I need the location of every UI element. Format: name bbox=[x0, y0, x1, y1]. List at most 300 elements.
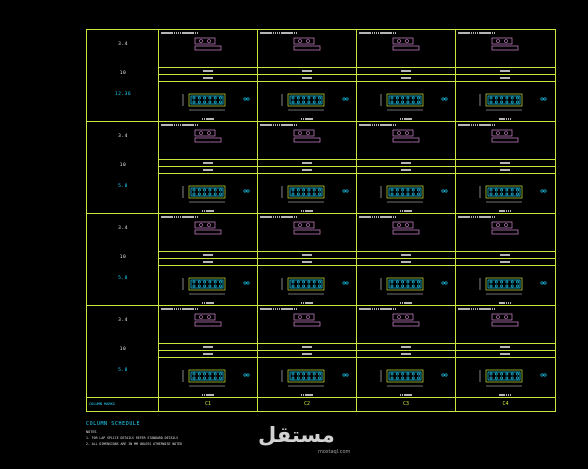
column-mark: C3 bbox=[402, 401, 410, 407]
cad-note-text bbox=[401, 253, 411, 257]
schedule-cell bbox=[159, 30, 258, 121]
rebar-dot bbox=[214, 377, 216, 379]
rebar-dot bbox=[396, 373, 398, 375]
column-mark-cell bbox=[159, 398, 258, 411]
rebar-dot bbox=[308, 101, 310, 103]
rebar-dot bbox=[516, 281, 518, 283]
section-sketch bbox=[159, 214, 258, 250]
cad-note-text bbox=[401, 69, 411, 73]
section-sketch bbox=[258, 214, 357, 250]
section-sketch bbox=[456, 214, 555, 250]
tie-outline bbox=[492, 38, 512, 44]
column-mark: C4 bbox=[502, 401, 509, 407]
rebar-dot bbox=[303, 189, 305, 191]
stirrup bbox=[389, 188, 421, 196]
cad-note-text bbox=[203, 260, 213, 264]
column-cross-section bbox=[357, 266, 455, 306]
rebar-row bbox=[357, 68, 455, 75]
cad-note-text bbox=[203, 352, 213, 356]
rebar-dot bbox=[193, 97, 195, 99]
level-value: 3.4 bbox=[118, 134, 128, 139]
rebar-dot bbox=[313, 377, 315, 379]
rebar-dot bbox=[506, 377, 508, 379]
tie-row bbox=[357, 75, 455, 82]
rebar-dot bbox=[495, 97, 497, 99]
rebar-dot bbox=[313, 189, 315, 191]
rebar-dot bbox=[292, 97, 294, 99]
stirrup bbox=[389, 280, 421, 288]
rebar-dot bbox=[297, 285, 299, 287]
beam-outline bbox=[492, 138, 518, 142]
section-caption bbox=[357, 301, 455, 305]
rebar-dot bbox=[214, 101, 216, 103]
legend-dot bbox=[343, 190, 345, 192]
rebar-dot bbox=[501, 377, 503, 379]
level-value: 12.36 bbox=[114, 92, 132, 97]
rebar-dot bbox=[318, 373, 320, 375]
reinforcement-rows bbox=[357, 68, 455, 82]
rebar-dot bbox=[490, 281, 492, 283]
bar-circle bbox=[307, 316, 310, 319]
rebar-dot bbox=[318, 189, 320, 191]
beam-outline bbox=[393, 46, 419, 50]
stirrup bbox=[488, 280, 520, 288]
bar-circle bbox=[299, 316, 302, 319]
rebar-row bbox=[456, 344, 555, 351]
rebar-dot bbox=[402, 189, 404, 191]
rebar-dot bbox=[292, 281, 294, 283]
legend-dot bbox=[442, 374, 444, 376]
tie-outline bbox=[294, 130, 314, 136]
column-marks-row bbox=[87, 398, 555, 411]
rebar-dot bbox=[391, 281, 393, 283]
rebar-dot bbox=[501, 193, 503, 195]
rebar-dot bbox=[516, 193, 518, 195]
stirrup bbox=[290, 280, 322, 288]
column-cross-section bbox=[258, 358, 356, 398]
tie-outline bbox=[393, 314, 413, 320]
beam-outline bbox=[294, 230, 320, 234]
rebar-row bbox=[258, 252, 356, 259]
rebar-dot bbox=[490, 193, 492, 195]
column-cross-section bbox=[456, 82, 555, 122]
bar-circle bbox=[505, 40, 508, 43]
section-detail bbox=[357, 30, 455, 68]
rebar-dot bbox=[193, 285, 195, 287]
rebar-dot bbox=[516, 373, 518, 375]
reinforcement-rows bbox=[159, 344, 257, 358]
rebar-dot bbox=[511, 373, 513, 375]
tie-row bbox=[456, 167, 555, 174]
rebar-dot bbox=[407, 285, 409, 287]
rebar-dot bbox=[219, 373, 221, 375]
rebar-dot bbox=[297, 281, 299, 283]
rebar-dot bbox=[391, 101, 393, 103]
legend-dot bbox=[445, 190, 447, 192]
bar-circle bbox=[406, 316, 409, 319]
rebar-dot bbox=[396, 101, 398, 103]
section-detail bbox=[258, 306, 356, 344]
reinforcement-rows bbox=[456, 252, 555, 266]
rebar-dot bbox=[303, 281, 305, 283]
tie-row bbox=[159, 167, 257, 174]
beam-outline bbox=[393, 230, 419, 234]
stirrup bbox=[191, 188, 223, 196]
section-caption bbox=[159, 301, 257, 305]
schedule-cell bbox=[159, 306, 258, 397]
schedule-cell bbox=[357, 214, 456, 305]
bar-circle bbox=[497, 40, 500, 43]
rebar-dot bbox=[204, 377, 206, 379]
rebar-dot bbox=[204, 373, 206, 375]
rebar-dot bbox=[506, 101, 508, 103]
rebar-dot bbox=[412, 101, 414, 103]
bar-circle bbox=[208, 316, 211, 319]
reinforcement-rows bbox=[159, 68, 257, 82]
cross-section-drawing bbox=[159, 266, 258, 306]
legend-dot bbox=[247, 374, 249, 376]
rebar-dot bbox=[396, 189, 398, 191]
stirrup bbox=[290, 372, 322, 380]
rebar-dot bbox=[506, 281, 508, 283]
section-caption bbox=[159, 117, 257, 121]
bar-circle bbox=[307, 224, 310, 227]
rebar-dot bbox=[308, 281, 310, 283]
level-value: 5.8 bbox=[118, 368, 128, 373]
bar-circle bbox=[208, 40, 211, 43]
column-cross-section bbox=[357, 82, 455, 122]
column-mark-cell bbox=[258, 398, 357, 411]
section-sketch bbox=[357, 122, 456, 158]
schedule-band bbox=[87, 122, 555, 214]
rebar-dot bbox=[313, 285, 315, 287]
rebar-dot bbox=[193, 281, 195, 283]
cross-section-drawing bbox=[456, 174, 555, 214]
column-mark: C2 bbox=[303, 401, 311, 407]
cross-section-drawing bbox=[357, 358, 456, 398]
schedule-cell bbox=[456, 122, 555, 213]
rebar-dot bbox=[412, 193, 414, 195]
stirrup bbox=[290, 96, 322, 104]
cad-note-text bbox=[302, 168, 312, 172]
stirrup bbox=[488, 96, 520, 104]
stirrup bbox=[191, 96, 223, 104]
rebar-dot bbox=[303, 285, 305, 287]
bar-circle bbox=[200, 40, 203, 43]
section-sketch bbox=[456, 30, 555, 66]
tie-outline bbox=[393, 130, 413, 136]
section-sketch bbox=[159, 306, 258, 342]
rebar-dot bbox=[209, 373, 211, 375]
cad-note-text bbox=[302, 161, 312, 165]
rebar-dot bbox=[198, 373, 200, 375]
rebar-dot bbox=[417, 281, 419, 283]
section-detail bbox=[159, 30, 257, 68]
beam-outline bbox=[294, 322, 320, 326]
tie-row bbox=[357, 259, 455, 266]
cad-note-text bbox=[203, 253, 213, 257]
section-detail bbox=[357, 122, 455, 160]
level-label-column bbox=[87, 306, 159, 397]
tie-row bbox=[357, 167, 455, 174]
rebar-dot bbox=[292, 101, 294, 103]
rebar-dot bbox=[297, 193, 299, 195]
reinforcement-rows bbox=[159, 252, 257, 266]
tie-row bbox=[456, 259, 555, 266]
level-value: 10 bbox=[119, 163, 127, 168]
column-mark-cell bbox=[357, 398, 456, 411]
legend-dot bbox=[247, 98, 249, 100]
tie-row bbox=[258, 259, 356, 266]
rebar-dot bbox=[303, 193, 305, 195]
beam-outline bbox=[195, 230, 221, 234]
schedule-cell bbox=[357, 306, 456, 397]
rebar-dot bbox=[303, 97, 305, 99]
bar-circle bbox=[497, 132, 500, 135]
bar-circle bbox=[200, 132, 203, 135]
column-marks-label-cell bbox=[87, 398, 159, 411]
rebar-dot bbox=[193, 101, 195, 103]
section-detail bbox=[456, 122, 555, 160]
schedule-band bbox=[87, 214, 555, 306]
rebar-dot bbox=[219, 285, 221, 287]
cad-note-text bbox=[500, 260, 510, 264]
legend-dot bbox=[442, 282, 444, 284]
rebar-dot bbox=[204, 193, 206, 195]
rebar-dot bbox=[412, 373, 414, 375]
tie-row bbox=[357, 351, 455, 358]
reinforcement-rows bbox=[258, 252, 356, 266]
rebar-dot bbox=[209, 281, 211, 283]
rebar-row bbox=[159, 252, 257, 259]
rebar-dot bbox=[506, 285, 508, 287]
schedule-cell bbox=[258, 30, 357, 121]
schedule-band bbox=[87, 30, 555, 122]
rebar-dot bbox=[516, 285, 518, 287]
rebar-dot bbox=[308, 373, 310, 375]
column-cross-section bbox=[258, 266, 356, 306]
tie-row bbox=[159, 259, 257, 266]
rebar-dot bbox=[297, 377, 299, 379]
rebar-dot bbox=[412, 377, 414, 379]
legend-dot bbox=[244, 374, 246, 376]
cad-note-text bbox=[302, 352, 312, 356]
beam-outline bbox=[294, 138, 320, 142]
tie-row bbox=[456, 75, 555, 82]
section-sketch bbox=[159, 30, 258, 66]
rebar-dot bbox=[412, 285, 414, 287]
tie-outline bbox=[492, 222, 512, 228]
rebar-dot bbox=[402, 281, 404, 283]
rebar-dot bbox=[391, 377, 393, 379]
section-detail bbox=[357, 306, 455, 344]
rebar-dot bbox=[193, 193, 195, 195]
cad-note-text bbox=[500, 253, 510, 257]
note-line-1: 1- FOR LAP SPLICE DETAILS REFER STANDARD DETAILS bbox=[86, 436, 179, 440]
rebar-dot bbox=[308, 189, 310, 191]
cad-note-text bbox=[203, 168, 213, 172]
notes-subtitle: NOTES bbox=[86, 430, 97, 434]
column-schedule-table bbox=[86, 29, 556, 412]
stirrup bbox=[488, 372, 520, 380]
legend-dot bbox=[544, 190, 546, 192]
rebar-dot bbox=[396, 97, 398, 99]
cross-section-drawing bbox=[159, 82, 258, 122]
rebar-dot bbox=[407, 377, 409, 379]
legend-dot bbox=[445, 374, 447, 376]
stirrup bbox=[488, 188, 520, 196]
rebar-dot bbox=[297, 97, 299, 99]
stirrup bbox=[389, 96, 421, 104]
reinforcement-rows bbox=[456, 68, 555, 82]
bar-circle bbox=[406, 40, 409, 43]
rebar-dot bbox=[516, 377, 518, 379]
cross-section-drawing bbox=[258, 82, 357, 122]
note-line-2: 2- ALL DIMENSIONS ARE IN MM UNLESS OTHERWISE NOTED bbox=[86, 442, 182, 446]
rebar-dot bbox=[495, 285, 497, 287]
rebar-dot bbox=[495, 193, 497, 195]
cad-note-text bbox=[401, 352, 411, 356]
rebar-dot bbox=[402, 97, 404, 99]
rebar-dot bbox=[506, 97, 508, 99]
tie-outline bbox=[294, 38, 314, 44]
column-cross-section bbox=[159, 358, 257, 398]
schedule-cell bbox=[159, 214, 258, 305]
cad-note-text bbox=[500, 161, 510, 165]
rebar-dot bbox=[391, 285, 393, 287]
cross-section-drawing bbox=[357, 266, 456, 306]
level-value: 3.4 bbox=[118, 318, 128, 323]
rebar-dot bbox=[417, 193, 419, 195]
rebar-dot bbox=[391, 189, 393, 191]
reinforcement-rows bbox=[456, 160, 555, 174]
cross-section-drawing bbox=[456, 266, 555, 306]
rebar-row bbox=[456, 160, 555, 167]
bar-circle bbox=[208, 224, 211, 227]
cross-section-drawing bbox=[258, 266, 357, 306]
bar-circle bbox=[505, 316, 508, 319]
rebar-dot bbox=[396, 193, 398, 195]
rebar-dot bbox=[391, 373, 393, 375]
bar-circle bbox=[497, 316, 500, 319]
rebar-dot bbox=[506, 373, 508, 375]
rebar-dot bbox=[198, 101, 200, 103]
section-detail bbox=[456, 306, 555, 344]
cross-section-drawing bbox=[456, 82, 555, 122]
rebar-row bbox=[258, 68, 356, 75]
schedule-band bbox=[87, 306, 555, 398]
rebar-dot bbox=[292, 189, 294, 191]
rebar-dot bbox=[511, 97, 513, 99]
legend-dot bbox=[346, 282, 348, 284]
rebar-dot bbox=[417, 285, 419, 287]
beam-outline bbox=[195, 322, 221, 326]
column-marks-label: COLUMN MARKS bbox=[89, 402, 115, 406]
tie-outline bbox=[195, 130, 215, 136]
reinforcement-rows bbox=[357, 252, 455, 266]
tie-outline bbox=[294, 314, 314, 320]
rebar-dot bbox=[417, 189, 419, 191]
section-caption bbox=[456, 301, 555, 305]
cross-section-drawing bbox=[258, 358, 357, 398]
bar-circle bbox=[398, 132, 401, 135]
stirrup bbox=[191, 280, 223, 288]
cad-note-text bbox=[500, 352, 510, 356]
bar-circle bbox=[307, 132, 310, 135]
beam-outline bbox=[492, 230, 518, 234]
tie-outline bbox=[393, 222, 413, 228]
column-cross-section bbox=[159, 266, 257, 306]
legend-dot bbox=[244, 98, 246, 100]
level-value: 5.8 bbox=[118, 276, 128, 281]
cad-note-text bbox=[401, 345, 411, 349]
rebar-dot bbox=[490, 189, 492, 191]
rebar-dot bbox=[501, 189, 503, 191]
level-value: 3.4 bbox=[118, 226, 128, 231]
rebar-dot bbox=[198, 377, 200, 379]
rebar-dot bbox=[204, 101, 206, 103]
cad-note-text bbox=[203, 161, 213, 165]
reinforcement-rows bbox=[357, 344, 455, 358]
cad-note-text bbox=[203, 345, 213, 349]
cad-note-text bbox=[302, 69, 312, 73]
rebar-dot bbox=[193, 189, 195, 191]
rebar-dot bbox=[297, 373, 299, 375]
schedule-cell bbox=[159, 122, 258, 213]
section-sketch bbox=[258, 306, 357, 342]
rebar-dot bbox=[204, 189, 206, 191]
rebar-dot bbox=[313, 101, 315, 103]
rebar-dot bbox=[219, 101, 221, 103]
section-caption bbox=[456, 393, 555, 397]
rebar-dot bbox=[214, 193, 216, 195]
rebar-dot bbox=[516, 101, 518, 103]
schedule-cell bbox=[258, 122, 357, 213]
section-caption bbox=[357, 393, 455, 397]
schedule-cell bbox=[456, 214, 555, 305]
rebar-dot bbox=[391, 193, 393, 195]
rebar-dot bbox=[407, 101, 409, 103]
rebar-dot bbox=[219, 193, 221, 195]
section-sketch bbox=[357, 214, 456, 250]
level-label-column bbox=[87, 30, 159, 121]
beam-outline bbox=[393, 322, 419, 326]
rebar-dot bbox=[516, 97, 518, 99]
rebar-dot bbox=[516, 189, 518, 191]
bar-circle bbox=[208, 132, 211, 135]
tie-row bbox=[258, 75, 356, 82]
rebar-dot bbox=[219, 189, 221, 191]
bar-circle bbox=[406, 224, 409, 227]
notes-title: COLUMN SCHEDULE bbox=[86, 421, 141, 427]
bar-circle bbox=[299, 40, 302, 43]
rebar-dot bbox=[495, 373, 497, 375]
stirrup bbox=[191, 372, 223, 380]
rebar-dot bbox=[198, 97, 200, 99]
rebar-dot bbox=[313, 373, 315, 375]
watermark-url: mostaql.com bbox=[318, 449, 351, 455]
rebar-dot bbox=[402, 373, 404, 375]
schedule-cell bbox=[258, 306, 357, 397]
rebar-dot bbox=[318, 97, 320, 99]
rebar-dot bbox=[209, 377, 211, 379]
section-sketch bbox=[456, 306, 555, 342]
rebar-dot bbox=[511, 377, 513, 379]
section-caption bbox=[159, 393, 257, 397]
section-caption bbox=[357, 117, 455, 121]
rebar-dot bbox=[490, 377, 492, 379]
legend-dot bbox=[343, 282, 345, 284]
